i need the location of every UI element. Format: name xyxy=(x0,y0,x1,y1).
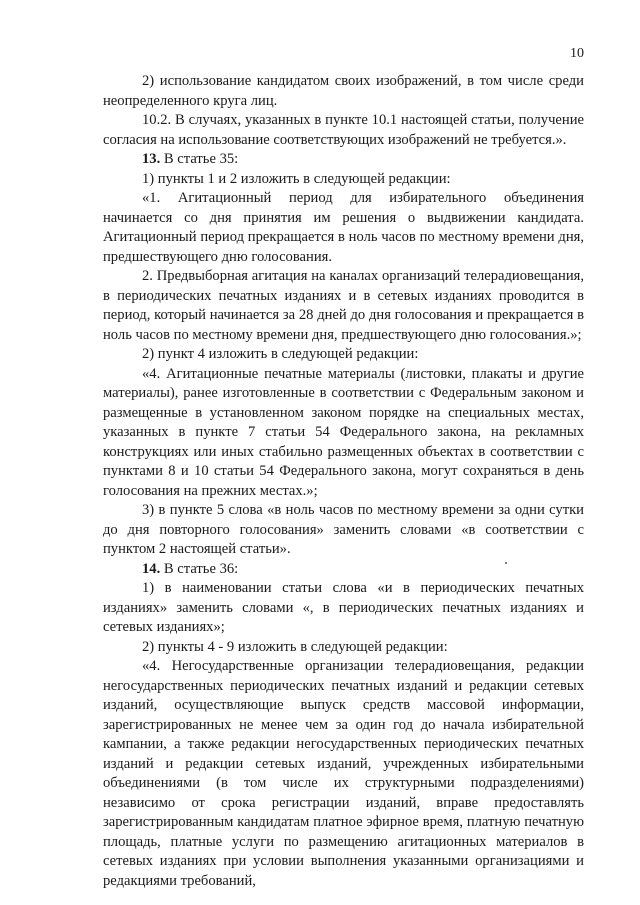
paragraph-text: 3) в пункте 5 слова «в ноль часов по местному времени за одни сутки до дня повторного голосования» заменить словами «в соответствии с пунктом 2 настоящей статьи». xyxy=(103,502,584,557)
paragraph-text: 2) пункт 4 изложить в следующей редакции: xyxy=(142,346,419,362)
page-number: 10 xyxy=(570,46,584,61)
paragraph-point-4-media xyxy=(103,657,584,891)
paragraph-item-2-points-4-9 xyxy=(103,638,584,658)
paragraph-item-2-point-4 xyxy=(103,345,584,365)
paragraph-text: «4. Негосударственные организации телерадиовещания, редакции негосударственных периодических печатных изданий и редакции сетевых изданий, осуществляющие выпуск средств массовой информации, зарегистрированных не менее чем за один год до начала избирательной кампании, а также редакции негосударственных периодических печатных изданий и редакции сетевых изданий, учрежденных избирательными объединениями (в том числе их структурными подразделениями) независимо от срока регистрации изданий, вправе предоставлять зарегистрированным кандидатам платное эфирное время, платную печатную площадь, платные услуги по размещению агитационных материалов в сетевых изданиях при условии выполнения указанными организациями и редакциями требований, xyxy=(103,658,584,889)
section-number: 13. xyxy=(142,151,161,167)
paragraph-text: 1) в наименовании статьи слова «и в периодических печатных изданиях» заменить словами «, в периодических печатных изданиях и сетевых изданиях»; xyxy=(103,580,584,635)
section-13-heading xyxy=(103,150,584,170)
paragraph-text: 10.2. В случаях, указанных в пункте 10.1 настоящей статьи, получение согласия на использование соответствующих изображений не требуется.». xyxy=(103,112,584,148)
paragraph-text: «1. Агитационный период для избирательного объединения начинается со дня принятия им решения о выдвижении кандидата. Агитационный период прекращается в ноль часов по местному времени дня, предшествующего дню голосования. xyxy=(103,190,584,265)
paragraph-text: «4. Агитационные печатные материалы (листовки, плакаты и другие материалы), ранее изготовленные в соответствии с Федеральным законом и размещенные в установленном законом порядке на специальных местах, указанных в пункте 7 статьи 54 Федерального закона, на рекламных конструкциях или иных стабильно размещенных объектах в соответствии с пунктами 8 и 10 статьи 54 Федерального закона, могут сохраняться в день голосования на прежних местах.»; xyxy=(103,365,584,499)
paragraph-text: 1) пункты 1 и 2 изложить в следующей редакции: xyxy=(142,170,451,187)
scan-speck xyxy=(505,562,507,564)
paragraph-item-1-title xyxy=(103,579,584,638)
paragraph-10-2 xyxy=(103,111,584,150)
paragraph-text: В статье 35: xyxy=(160,151,239,167)
section-number: 14. xyxy=(142,560,161,577)
paragraph-item-3-point-5 xyxy=(103,501,584,560)
paragraph-point-4 xyxy=(103,365,584,502)
paragraph-item-1-points xyxy=(103,170,584,190)
paragraph-item-2-images xyxy=(103,72,584,111)
paragraph-text: 2. Предвыборная агитация на каналах организаций телерадиовещания, в периодических печатных изданиях и в сетевых изданиях проводится в период, который начинается за 28 дней до дня голосования и прекращается в ноль часов по местному времени дня, предшествующего дню голосования.»; xyxy=(103,268,584,343)
paragraph-text: В статье 36: xyxy=(160,560,239,577)
paragraph-text: 2) пункты 4 - 9 изложить в следующей редакции: xyxy=(142,638,448,655)
paragraph-point-1 xyxy=(103,189,584,267)
paragraph-text: 2) использование кандидатом своих изображений, в том числе среди неопределенного круга лиц. xyxy=(103,73,584,109)
paragraph-point-2 xyxy=(103,267,584,345)
section-14-heading xyxy=(103,560,584,580)
